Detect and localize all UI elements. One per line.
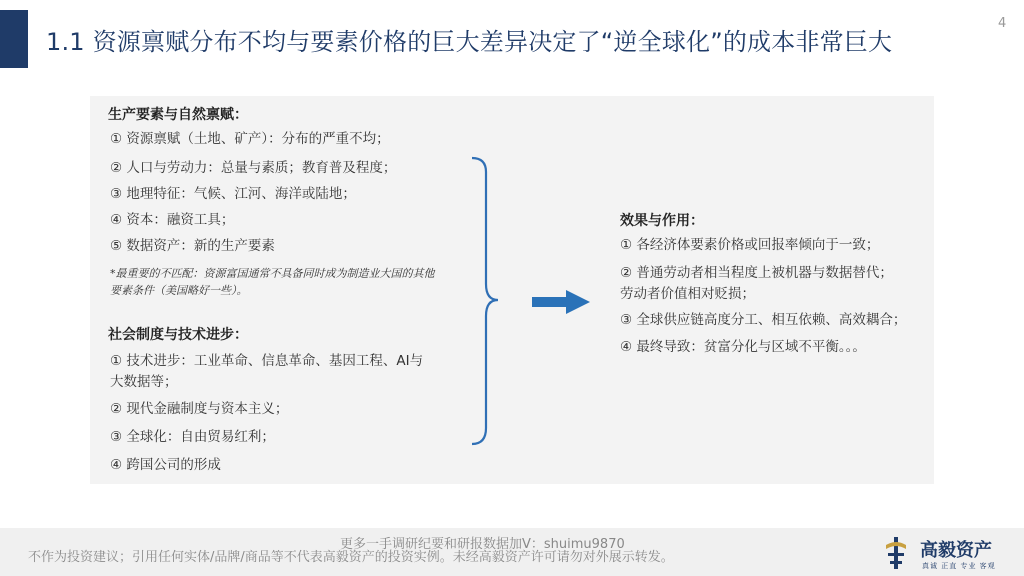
section-title-effects: 效果与作用： [620,213,704,229]
effect-item: ④ 最终导致：贫富分化与区域不平衡。。。 [620,339,866,355]
brand-name: 高毅资产 [920,540,992,561]
factor-item: ③ 地理特征：气候、江河、海洋或陆地； [110,186,356,202]
page-title: 1.1 资源禀赋分布不均与要素价格的巨大差异决定了“逆全球化”的成本非常巨大 [46,28,893,56]
effect-item: ③ 全球供应链高度分工、相互依赖、高效耦合； [620,312,907,328]
effect-item: ② 普通劳动者相当程度上被机器与数据替代； [620,265,893,281]
factor-item: ② 人口与劳动力：总量与素质；教育普及程度； [110,160,397,176]
effect-item: ① 各经济体要素价格或回报率倾向于一致； [620,237,880,253]
mismatch-note-line2: 要素条件（美国略好一些）。 [110,284,248,297]
section-title-institutions-tech: 社会制度与技术进步： [108,327,248,343]
footer-disclaimer: 不作为投资建议；引用任何实体/品牌/商品等不代表高毅资产的投资实例。未经高毅资产许可请勿对外展示转发。 [28,550,674,565]
institution-item: ① 技术进步：工业革命、信息革命、基因工程、AI与 [110,353,424,369]
mismatch-note-line1: *最重要的不匹配：资源富国通常不具备同时成为制造业大国的其他 [110,267,435,280]
institution-item: ③ 全球化：自由贸易红利； [110,429,275,445]
section-title-production-factors: 生产要素与自然禀赋： [108,107,248,123]
brand-tagline: 真诚 正直 专业 客观 [922,562,996,570]
factor-item: ④ 资本：融资工具； [110,212,235,228]
institution-item: ④ 跨国公司的形成 [110,457,221,473]
title-accent-bar [0,10,28,68]
watermark-text: 更多一手调研纪要和研报数据加V：shuimu9870 [340,537,625,552]
factor-item: ① 资源禀赋（土地、矿产）：分布的严重不均； [110,131,390,147]
institution-item: ② 现代金融制度与资本主义； [110,401,289,417]
page-number: 4 [998,16,1007,31]
right-arrow-icon [530,289,592,315]
effect-item: 劳动者价值相对贬损； [620,286,755,302]
gaoyi-logo-icon [884,535,908,571]
factor-item: ⑤ 数据资产：新的生产要素 [110,238,275,254]
institution-item: 大数据等； [110,374,178,390]
curly-brace-icon [470,156,500,446]
